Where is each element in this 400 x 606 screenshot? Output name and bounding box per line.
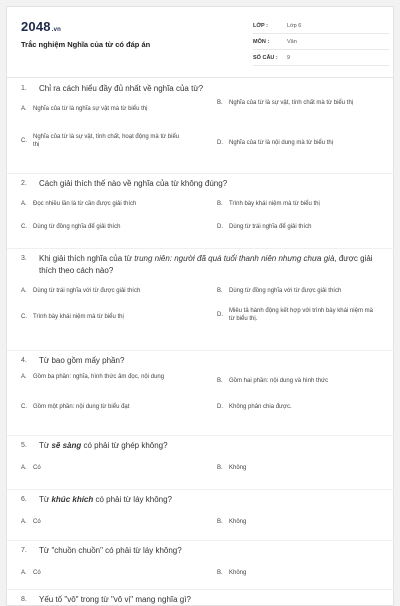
question-text: Chỉ ra cách hiểu đầy đủ nhất về nghĩa của từ? — [39, 84, 204, 93]
option-text: Dùng từ trái nghĩa để giải thích — [229, 224, 312, 230]
option-a[interactable]: A. Đọc nhiều lần là từ cần được giải thích — [21, 200, 183, 208]
question-3 — [21, 253, 385, 322]
option-d[interactable]: D. Miêu tả hành động kết hợp với trình bày khái niệm mà từ biểu thị. — [217, 307, 379, 323]
option-c[interactable]: C. Dùng từ đồng nghĩa để giải thích — [21, 223, 183, 231]
question-text: Yếu tố "vô" trong từ "vô vị" mang nghĩa gì? — [39, 595, 191, 604]
meta-row-count — [253, 50, 389, 66]
option-text: Gồm một phần: nội dung từ biểu đạt — [33, 404, 130, 410]
option-text: Có — [33, 519, 41, 525]
question-1 — [21, 83, 385, 148]
option-text: Gồm ba phần: nghĩa, hình thức âm đọc, nội dung — [33, 374, 165, 380]
question-text: Từ sẽ sàng có phải từ ghép không? — [39, 441, 168, 450]
option-b[interactable]: B. Gồm hai phần: nội dung và hình thức — [217, 377, 379, 385]
option-c[interactable]: C. Gồm một phần: nội dung từ biểu đạt — [21, 403, 183, 411]
meta-row-class — [253, 18, 389, 34]
option-b[interactable]: B. Không — [217, 464, 379, 472]
question-number: 5. — [21, 442, 27, 449]
worksheet-page — [6, 6, 394, 606]
question-number: 2. — [21, 180, 27, 187]
option-a[interactable]: A. Nghĩa của từ là nghĩa sự vật mà từ biểu thị — [21, 105, 183, 113]
option-text: Dùng từ đồng nghĩa với từ được giải thích — [229, 288, 342, 294]
question-7 — [21, 545, 385, 576]
emphasized-term: sẽ sàng — [51, 441, 82, 450]
divider — [7, 435, 395, 436]
question-number: 1. — [21, 85, 27, 92]
meta-label: LỚP : — [253, 22, 268, 29]
option-text: Không — [229, 465, 247, 471]
question-text: Từ khúc khích có phải từ láy không? — [39, 495, 173, 504]
option-text: Không — [229, 519, 247, 525]
option-b[interactable]: B. Dùng từ đồng nghĩa với từ được giải thích — [217, 287, 379, 295]
option-a[interactable]: A. Có — [21, 464, 183, 472]
divider — [7, 589, 395, 590]
question-number: 7. — [21, 547, 27, 554]
divider — [7, 489, 395, 490]
meta-table — [253, 18, 389, 66]
divider — [7, 248, 395, 249]
meta-value: Lớp 6 — [287, 22, 302, 29]
option-text: Trình bày khái niệm mà từ biểu thị — [229, 201, 320, 207]
option-text: Có — [33, 465, 41, 471]
option-text: Không phân chia được. — [229, 404, 292, 410]
question-number: 6. — [21, 496, 27, 503]
option-c[interactable]: C. Nghĩa của từ là sự vật, tính chất, hoạt động mà từ biểu thị — [21, 133, 183, 149]
option-text: Đọc nhiều lần là từ cần được giải thích — [33, 201, 137, 207]
question-5 — [21, 440, 385, 471]
question-number: 8. — [21, 596, 27, 603]
question-text: Từ bao gồm mấy phần? — [39, 356, 125, 365]
option-c[interactable]: C. Trình bày khái niệm mà từ biểu thị — [21, 313, 183, 321]
option-text: Nghĩa của từ là sự vật, tính chất, hoạt động mà từ biểu thị — [33, 134, 180, 148]
emphasized-term: khúc khích — [51, 495, 94, 504]
option-b[interactable]: B. Trình bày khái niệm mà từ biểu thị — [217, 200, 379, 208]
option-d[interactable]: D. Nghĩa của từ là nội dung mà từ biểu thị — [217, 139, 379, 147]
question-8 — [21, 594, 385, 606]
option-text: Gồm hai phần: nội dung và hình thức — [229, 378, 329, 384]
emphasized-term: trung niên: người đã quá tuổi thanh niên nhưng chưa già — [134, 254, 335, 263]
option-text: Có — [33, 570, 41, 576]
divider — [7, 173, 395, 174]
option-a[interactable]: A. Có — [21, 569, 183, 577]
question-2 — [21, 178, 385, 230]
option-text: Miêu tả hành động kết hợp với trình bày khái niệm mà từ biểu thị. — [229, 308, 373, 322]
option-d[interactable]: D. Không phân chia được. — [217, 403, 379, 411]
option-text: Nghĩa của từ là nghĩa sự vật mà từ biểu thị — [33, 106, 148, 112]
option-d[interactable]: D. Dùng từ trái nghĩa để giải thích — [217, 223, 379, 231]
option-text: Dùng từ trái nghĩa với từ được giải thích — [33, 288, 141, 294]
site-logo[interactable]: 2048.vn — [21, 19, 62, 34]
meta-label: MÔN : — [253, 38, 270, 45]
question-text: Khi giải thích nghĩa của từ trung niên: người đã quá tuổi thanh niên nhưng chưa già, được giải thích theo cách nào? — [39, 254, 373, 275]
option-b[interactable]: B. Nghĩa của từ là sự vật, tính chất mà từ biểu thị — [217, 99, 379, 107]
option-text: Không — [229, 570, 247, 576]
question-4 — [21, 355, 385, 410]
option-text: Trình bày khái niệm mà từ biểu thị — [33, 314, 124, 320]
option-text: Nghĩa của từ là sự vật, tính chất mà từ biểu thị — [229, 100, 354, 106]
meta-row-subject — [253, 34, 389, 50]
question-text: Cách giải thích thế nào về nghĩa của từ không đúng? — [39, 179, 228, 188]
question-text: Từ "chuồn chuồn" có phải từ láy không? — [39, 546, 182, 555]
divider — [7, 350, 395, 351]
option-b[interactable]: B. Không — [217, 569, 379, 577]
meta-value: 9 — [287, 54, 291, 61]
option-b[interactable]: B. Không — [217, 518, 379, 526]
question-number: 4. — [21, 357, 27, 364]
option-a[interactable]: A. Có — [21, 518, 183, 526]
option-a[interactable]: A. Dùng từ trái nghĩa với từ được giải thích — [21, 287, 183, 295]
question-6 — [21, 494, 385, 525]
option-text: Dùng từ đồng nghĩa để giải thích — [33, 224, 121, 230]
worksheet-header — [7, 7, 393, 78]
worksheet-title: Trắc nghiệm Nghĩa của từ có đáp án — [21, 40, 151, 49]
option-text: Nghĩa của từ là nội dung mà từ biểu thị — [229, 140, 334, 146]
option-a[interactable]: A. Gồm ba phần: nghĩa, hình thức âm đọc, nội dung — [21, 373, 183, 381]
meta-value: Văn — [287, 38, 297, 45]
question-number: 3. — [21, 255, 27, 262]
divider — [7, 540, 395, 541]
meta-label: SỐ CÂU : — [253, 54, 278, 61]
